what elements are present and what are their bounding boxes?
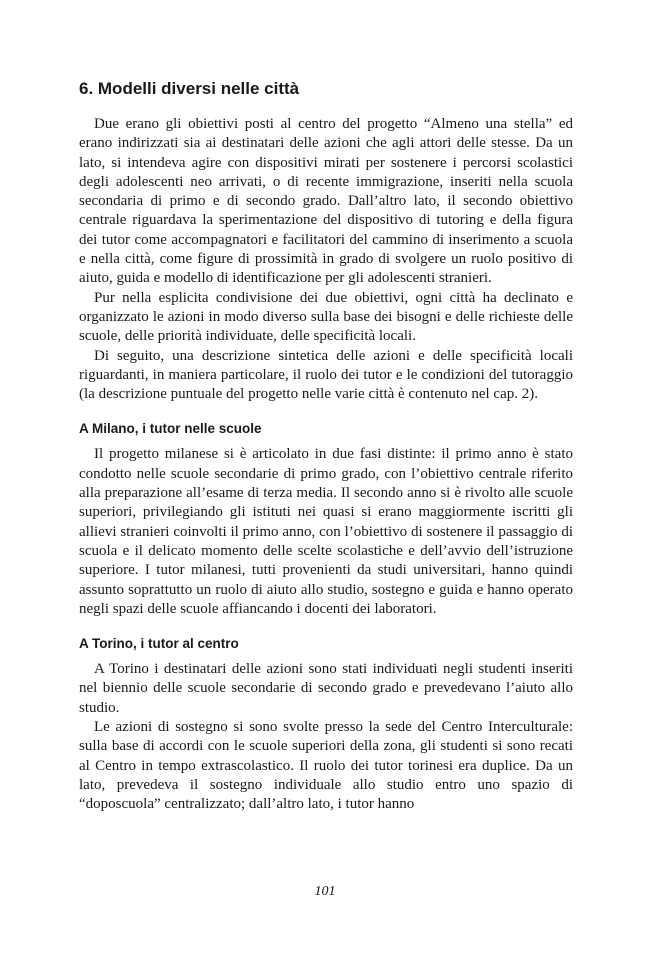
subsection-title-torino: A Torino, i tutor al centro xyxy=(79,636,239,652)
spacer xyxy=(79,404,573,419)
spacer xyxy=(79,619,573,634)
paragraph: Due erano gli obiettivi posti al centro del progetto “Almeno una stella” ed erano indirizzati sia ai destinatari delle azioni che agli attori delle stesse. Da un lato, si intendeva agire con dispositivi mirati per sostenere i percorsi scolastici degli adolescenti neo arrivati, o di recente immigrazione, inseriti nella scuola secondaria di primo e di secondo grado. Dall’altro lato, il secondo obiettivo centrale riguardava la sperimentazione del dispositivo di tutoring e della figura dei tutor come accompagnatori e facilitatori del cammino di inserimento a scuola e nella città, come figure di prossimità in grado di svolgere un ruolo positivo di aiuto, guida e modello di identificazione per gli adolescenti stranieri. xyxy=(79,116,573,287)
paragraph: Le azioni di sostegno si sono svolte presso la sede del Centro Interculturale: sulla base di accordi con le scuole superiori della zona, gli studenti si sono recati al Centro in tempo extrascolastico. Il ruolo dei tutor torinesi era duplice. Da un lato, prevedeva il sostegno individuale allo studio entro uno spazio di “doposcuola” centralizzato; dall’altro lato, i tutor hanno xyxy=(79,719,573,813)
page-number: 101 xyxy=(314,884,336,899)
page-body xyxy=(79,78,573,815)
paragraph: A Torino i destinatari delle azioni sono stati individuati negli studenti inseriti nel biennio delle scuole secondarie di secondo grado e prevedevano l’aiuto allo studio. xyxy=(79,661,573,716)
paragraph: Pur nella esplicita condivisione dei due obiettivi, ogni città ha declinato e organizzato le azioni in modo diverso sulla base dei bisogni e delle richieste delle scuole, delle priorità individuate, delle specificità locali. xyxy=(79,289,573,345)
paragraph: Di seguito, una descrizione sintetica delle azioni e delle specificità locali riguardanti, in maniera particolare, il ruolo dei tutor e le condizioni del tutoraggio (la descrizione puntuale del progetto nelle varie città è contenuto nel cap. 2). xyxy=(79,347,573,403)
section-title: 6. Modelli diversi nelle città xyxy=(79,79,300,98)
subsection-title-milano: A Milano, i tutor nelle scuole xyxy=(79,421,262,437)
paragraph: Il progetto milanese si è articolato in due fasi distinte: il primo anno è stato condotto nelle scuole secondarie di primo grado, con l’obiettivo centrale riferito alla preparazione all’esame di terza media. Il secondo anno si è rivolto alle scuole superiori, privilegiando gli istituti nei quasi si erano maggiormente iscritti gli allievi stranieri coinvolti il primo anno, con l’obiettivo di sostenere il passaggio di scuola e il delicato momento delle scelte scolastiche e dell’avvio dell’istruzione superiore. I tutor milanesi, tutti provenienti da studi universitari, hanno quindi assunto soprattutto un ruolo di aiuto allo studio, sostegno e guida e hanno operato negli spazi delle scuole affiancando i docenti dei laboratori. xyxy=(79,446,573,617)
